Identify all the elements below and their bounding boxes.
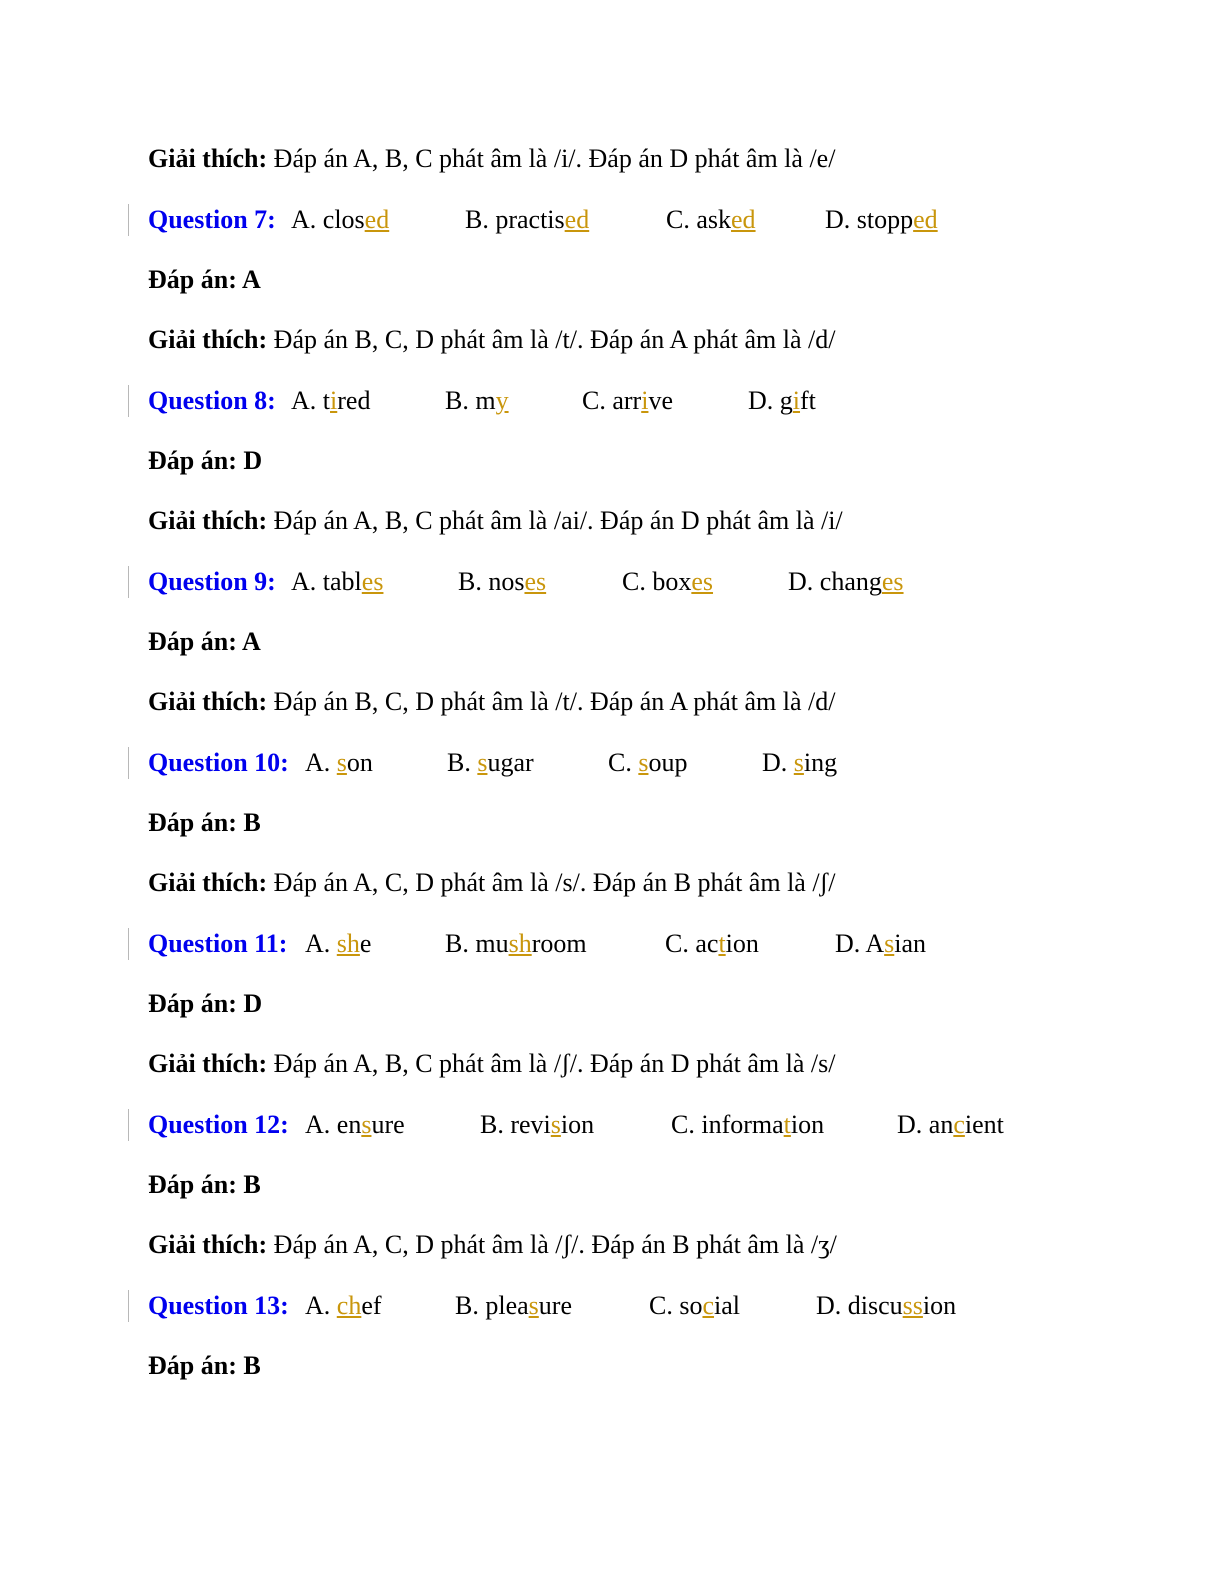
answer-line — [148, 805, 261, 841]
margin-marker — [128, 1290, 129, 1322]
question-8 — [148, 383, 816, 419]
highlighted-sound: s — [336, 748, 347, 777]
explanation-label: Giải thích: — [148, 1230, 268, 1259]
explanation-label: Giải thích: — [148, 868, 268, 897]
question-label: Question 10: — [148, 748, 289, 777]
margin-marker — [128, 204, 129, 236]
margin-marker — [128, 747, 129, 779]
question-label: Question 12: — [148, 1110, 289, 1139]
question-10 — [148, 745, 838, 781]
question-label: Question 13: — [148, 1291, 289, 1320]
highlighted-sound: s — [477, 748, 488, 777]
option-b: B. noses — [458, 567, 547, 596]
margin-marker — [128, 1109, 129, 1141]
highlighted-sound: s — [638, 748, 649, 777]
answer-line — [148, 262, 261, 298]
option-d: D. discussion — [816, 1291, 957, 1320]
explanation-label: Giải thích: — [148, 1049, 268, 1078]
explanation-label: Giải thích: — [148, 687, 268, 716]
highlighted-sound: ed — [364, 205, 390, 234]
explanation-line — [148, 1227, 837, 1263]
option-a: A. tired — [291, 386, 371, 415]
answer-value: B — [243, 1170, 261, 1199]
highlighted-sound: i — [792, 386, 801, 415]
option-d: D. ancient — [897, 1110, 1004, 1139]
answer-label: Đáp án: — [148, 446, 237, 475]
option-d: D. sing — [762, 748, 838, 777]
highlighted-sound: ed — [731, 205, 756, 234]
explanation-line — [148, 322, 835, 358]
option-a: A. ensure — [305, 1110, 405, 1139]
question-7 — [148, 202, 938, 238]
explanation-line — [148, 684, 835, 720]
question-11 — [148, 926, 927, 962]
option-c: C. boxes — [622, 567, 714, 596]
explanation-text: Đáp án A, C, D phát âm là /ʃ/. Đáp án B phát âm là /ʒ/ — [273, 1230, 837, 1259]
answer-label: Đáp án: — [148, 989, 237, 1018]
highlighted-sound: ed — [564, 205, 590, 234]
option-c: C. asked — [666, 205, 756, 234]
explanation-line — [148, 141, 835, 177]
answer-value: D — [243, 989, 263, 1018]
highlighted-sound: i — [330, 386, 338, 415]
explanation-text: Đáp án B, C, D phát âm là /t/. Đáp án A phát âm là /d/ — [273, 687, 836, 716]
highlighted-sound: s — [550, 1110, 561, 1139]
explanation-label: Giải thích: — [148, 144, 268, 173]
highlighted-sound: es — [524, 567, 547, 596]
answer-label: Đáp án: — [148, 808, 237, 837]
option-c: C. information — [671, 1110, 825, 1139]
explanation-line — [148, 1046, 835, 1082]
highlighted-sound: y — [495, 386, 509, 415]
option-a: A. chef — [305, 1291, 382, 1320]
highlighted-sound: c — [702, 1291, 715, 1320]
answer-value: A — [241, 265, 261, 294]
question-label: Question 11: — [148, 929, 288, 958]
answer-line — [148, 624, 261, 660]
option-a: A. son — [305, 748, 373, 777]
answer-line — [148, 443, 262, 479]
option-c: C. social — [649, 1291, 741, 1320]
margin-marker — [128, 928, 129, 960]
answer-line — [148, 986, 262, 1022]
option-c: C. arrive — [582, 386, 673, 415]
option-d: D. gift — [748, 386, 816, 415]
explanation-text: Đáp án A, B, C phát âm là /ʃ/. Đáp án D phát âm là /s/ — [273, 1049, 836, 1078]
option-b: B. pleasure — [455, 1291, 572, 1320]
explanation-text: Đáp án A, C, D phát âm là /s/. Đáp án B phát âm là /ʃ/ — [273, 868, 836, 897]
highlighted-sound: s — [793, 748, 804, 777]
highlighted-sound: sh — [336, 929, 360, 958]
answer-label: Đáp án: — [148, 265, 237, 294]
answer-value: A — [241, 627, 261, 656]
answer-label: Đáp án: — [148, 1170, 237, 1199]
option-b: B. sugar — [447, 748, 534, 777]
option-d: D. Asian — [835, 929, 927, 958]
explanation-label: Giải thích: — [148, 506, 268, 535]
question-9 — [148, 564, 904, 600]
answer-line — [148, 1167, 261, 1203]
highlighted-sound: ch — [336, 1291, 362, 1320]
option-c: C. soup — [608, 748, 688, 777]
explanation-text: Đáp án B, C, D phát âm là /t/. Đáp án A phát âm là /d/ — [273, 325, 836, 354]
answer-label: Đáp án: — [148, 627, 237, 656]
answer-label: Đáp án: — [148, 1351, 237, 1380]
highlighted-sound: ss — [902, 1291, 923, 1320]
highlighted-sound: es — [881, 567, 904, 596]
option-c: C. action — [665, 929, 759, 958]
answer-line — [148, 1348, 261, 1384]
question-label: Question 9: — [148, 567, 276, 596]
option-a: A. she — [305, 929, 372, 958]
highlighted-sound: es — [691, 567, 714, 596]
highlighted-sound: t — [718, 929, 726, 958]
option-a: A. tables — [291, 567, 384, 596]
answer-value: D — [243, 446, 263, 475]
margin-marker — [128, 566, 129, 598]
highlighted-sound: t — [783, 1110, 791, 1139]
option-d: D. changes — [788, 567, 904, 596]
highlighted-sound: s — [361, 1110, 372, 1139]
explanation-label: Giải thích: — [148, 325, 268, 354]
highlighted-sound: es — [361, 567, 384, 596]
explanation-text: Đáp án A, B, C phát âm là /ai/. Đáp án D phát âm là /i/ — [273, 506, 843, 535]
option-d: D. stopped — [825, 205, 938, 234]
highlighted-sound: i — [641, 386, 649, 415]
highlighted-sound: s — [528, 1291, 539, 1320]
explanation-text: Đáp án A, B, C phát âm là /i/. Đáp án D phát âm là /e/ — [273, 144, 836, 173]
option-b: B. revision — [480, 1110, 595, 1139]
answer-value: B — [243, 1351, 261, 1380]
option-b: B. practised — [465, 205, 590, 234]
question-label: Question 7: — [148, 205, 276, 234]
option-b: B. mushroom — [445, 929, 587, 958]
answer-value: B — [243, 808, 261, 837]
question-label: Question 8: — [148, 386, 276, 415]
explanation-line — [148, 503, 843, 539]
question-13 — [148, 1288, 957, 1324]
margin-marker — [128, 385, 129, 417]
highlighted-sound: c — [953, 1110, 965, 1139]
option-b: B. my — [445, 386, 509, 415]
explanation-line — [148, 865, 835, 901]
question-12 — [148, 1107, 1004, 1143]
highlighted-sound: ed — [913, 205, 938, 234]
option-a: A. closed — [291, 205, 390, 234]
highlighted-sound: sh — [508, 929, 532, 958]
highlighted-sound: s — [884, 929, 895, 958]
